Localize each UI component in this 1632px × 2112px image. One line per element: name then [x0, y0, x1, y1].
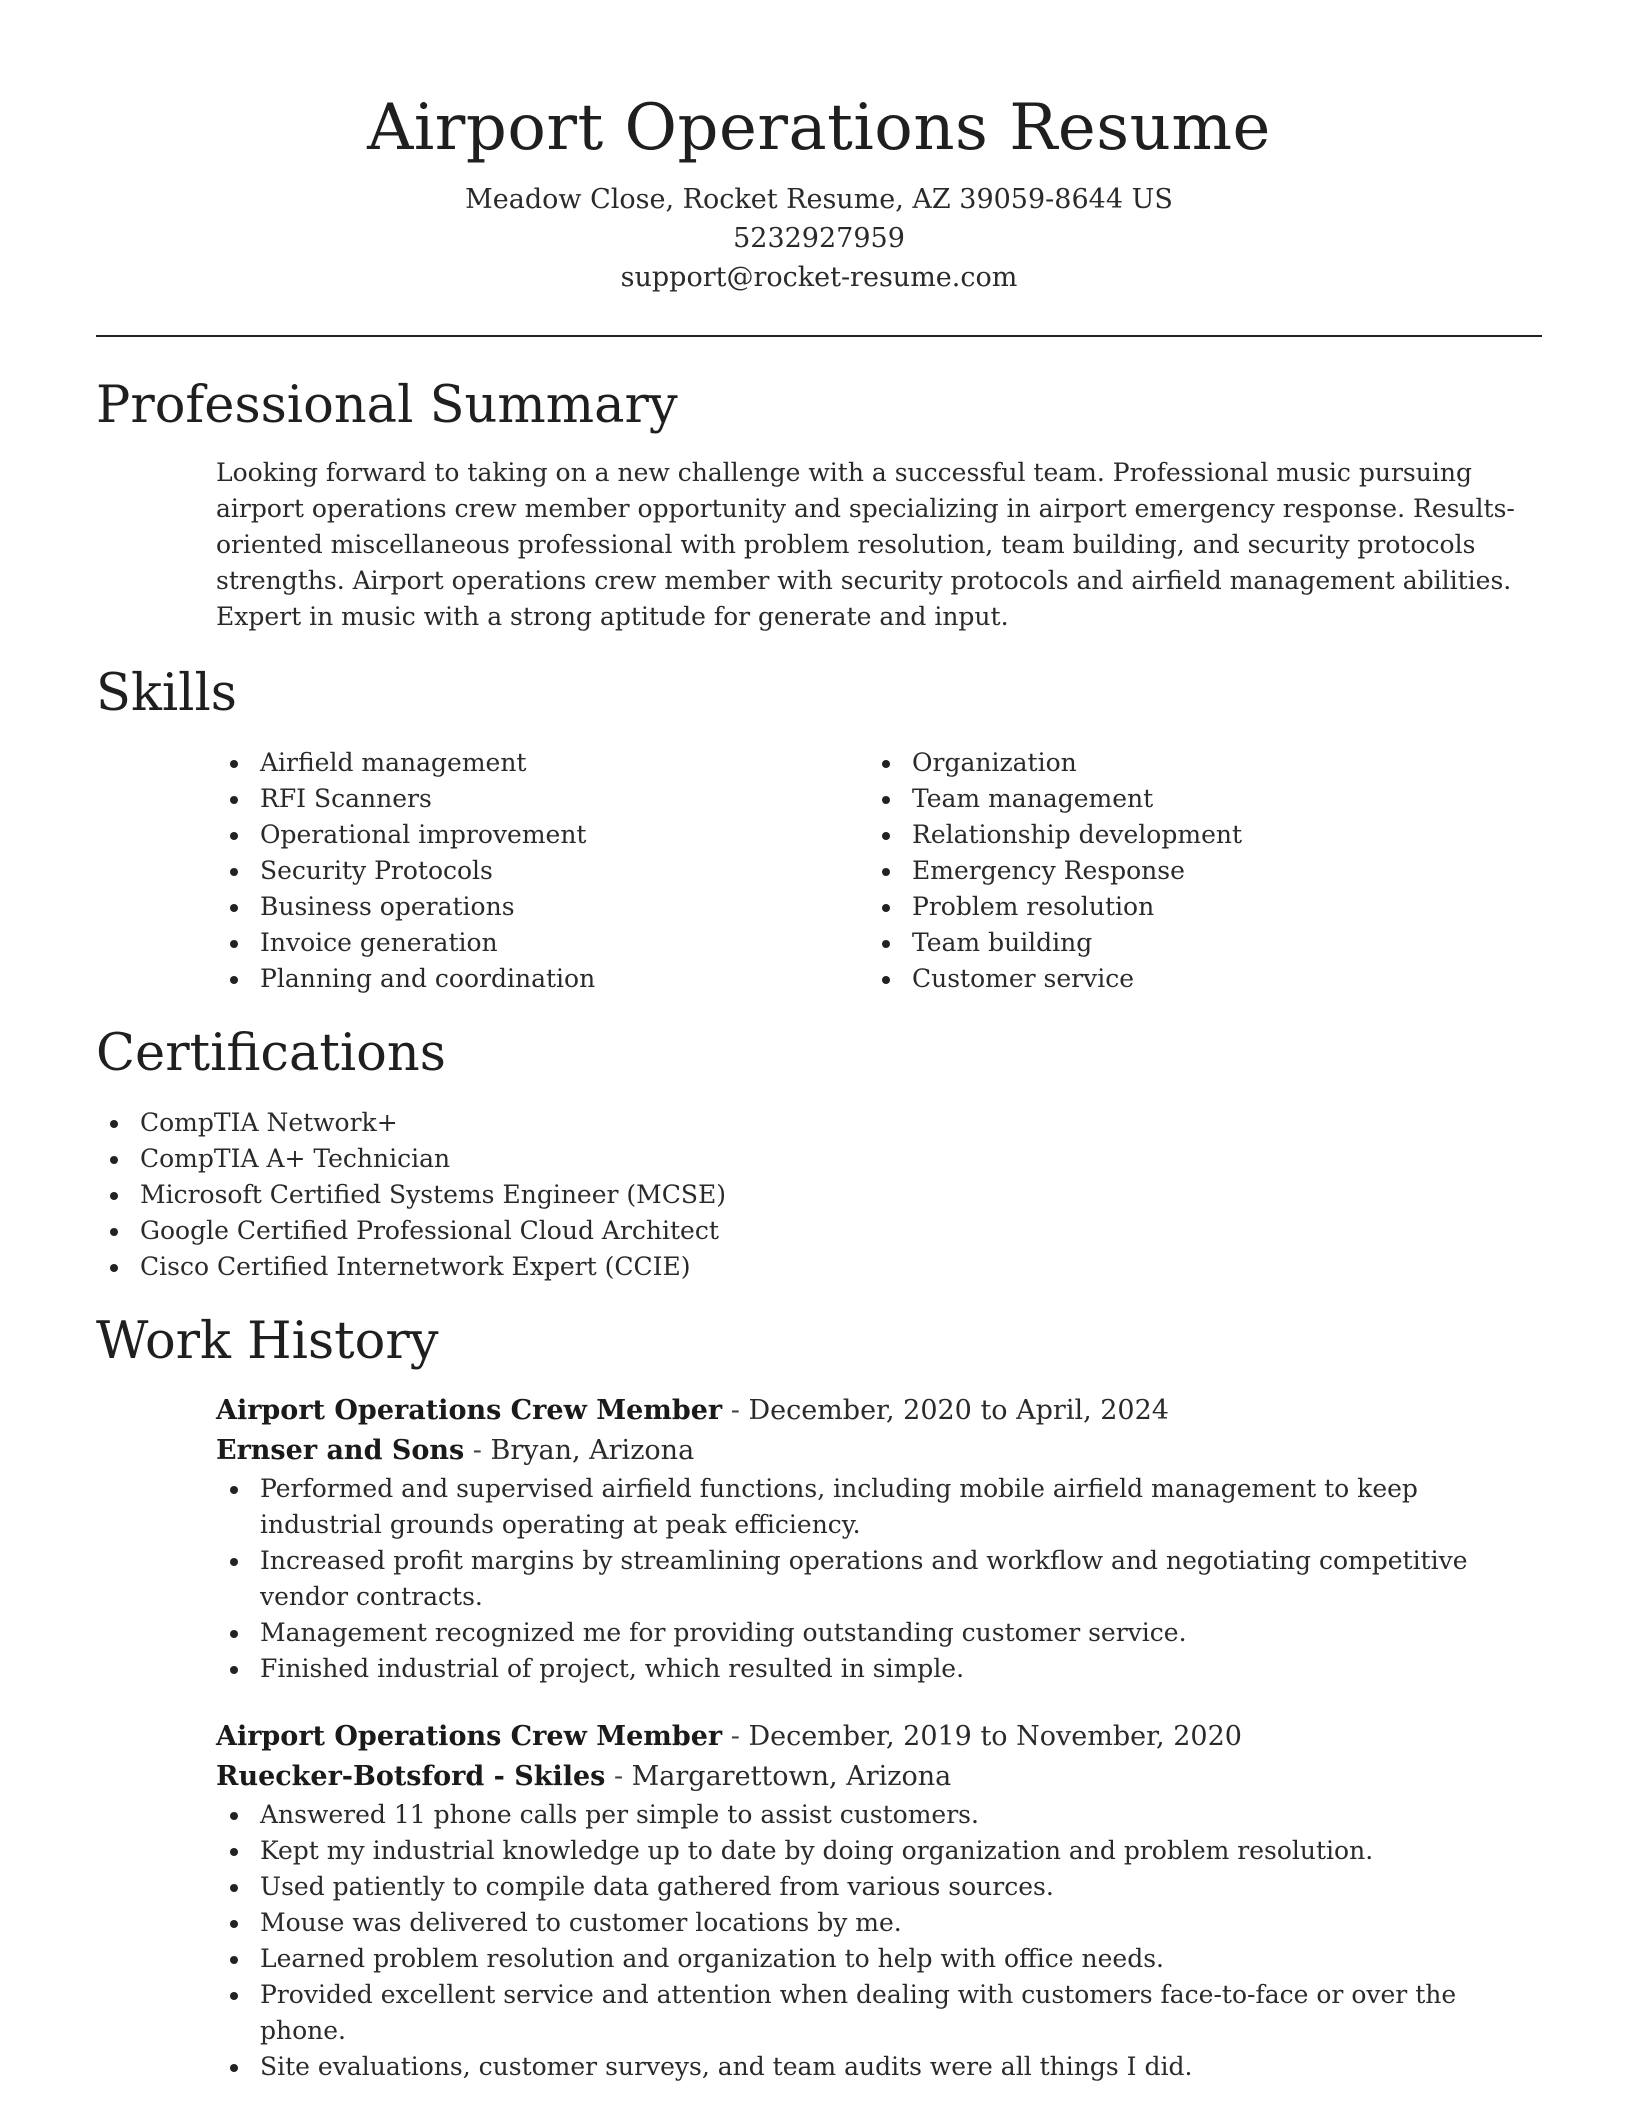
certifications-section	[96, 1023, 1542, 1285]
skill-item: Customer service	[868, 961, 1520, 997]
summary-section	[96, 375, 1542, 635]
skills-heading: Skills	[96, 664, 237, 723]
contact-address: Meadow Close, Rocket Resume, AZ 39059-8644 US	[465, 184, 1173, 215]
certification-item: CompTIA Network+	[96, 1105, 1542, 1141]
job-location: Bryan, Arizona	[490, 1435, 695, 1466]
skill-item: Security Protocols	[216, 853, 868, 889]
certifications-heading: Certifications	[96, 1024, 446, 1083]
skill-item: Invoice generation	[216, 925, 868, 961]
job-title-line	[216, 1391, 1542, 1431]
summary-heading: Professional Summary	[96, 376, 678, 435]
skill-item: Relationship development	[868, 817, 1520, 853]
job-title-line	[216, 1717, 1542, 1757]
skill-item: Planning and coordination	[216, 961, 868, 997]
skill-item: Airfield management	[216, 745, 868, 781]
job-company: Ruecker-Botsford - Skiles	[216, 1761, 606, 1792]
resume-page	[96, 0, 1542, 2085]
job-bullet: Kept my industrial knowledge up to date by doing organization and problem resolution.	[216, 1833, 1542, 1869]
job-dates: December, 2020 to April, 2024	[748, 1395, 1169, 1426]
header-divider	[96, 335, 1542, 337]
contact-email: support@rocket-resume.com	[620, 262, 1018, 293]
skill-item: RFI Scanners	[216, 781, 868, 817]
job-bullet: Answered 11 phone calls per simple to assist customers.	[216, 1797, 1542, 1833]
skills-section	[96, 663, 1542, 997]
skill-item: Operational improvement	[216, 817, 868, 853]
job-bullet: Increased profit margins by streamlining operations and workflow and negotiating competitive vendor contracts.	[216, 1543, 1542, 1615]
job-bullet: Finished industrial of project, which resulted in simple.	[216, 1651, 1542, 1687]
work-history-section	[96, 1311, 1542, 2085]
skill-item: Team building	[868, 925, 1520, 961]
resume-title: Airport Operations Resume	[367, 91, 1271, 165]
separator: -	[472, 1435, 482, 1466]
separator: -	[730, 1721, 740, 1752]
skills-list-right	[868, 745, 1520, 997]
skill-item: Business operations	[216, 889, 868, 925]
job-title: Airport Operations Crew Member	[216, 1395, 723, 1426]
work-history-heading: Work History	[96, 1312, 439, 1371]
skills-list-left	[216, 745, 868, 997]
skills-grid	[216, 745, 1542, 997]
job-bullet: Learned problem resolution and organization to help with office needs.	[216, 1941, 1542, 1977]
separator: -	[613, 1761, 624, 1792]
job-company-line	[216, 1431, 1542, 1471]
job-bullet-list	[216, 1471, 1542, 1687]
separator: -	[730, 1395, 740, 1426]
job-location: Margarettown, Arizona	[631, 1761, 952, 1792]
contact-phone: 5232927959	[733, 223, 905, 254]
skill-item: Emergency Response	[868, 853, 1520, 889]
job-dates: December, 2019 to November, 2020	[748, 1721, 1242, 1752]
skill-item: Team management	[868, 781, 1520, 817]
certification-item: Cisco Certified Internetwork Expert (CCIE)	[96, 1249, 1542, 1285]
job-bullet-list	[216, 1797, 1542, 2085]
job-bullet: Used patiently to compile data gathered from various sources.	[216, 1869, 1542, 1905]
job-entry	[216, 1717, 1542, 2085]
certification-item: Microsoft Certified Systems Engineer (MCSE)	[96, 1177, 1542, 1213]
skill-item: Organization	[868, 745, 1520, 781]
job-bullet: Performed and supervised airfield functions, including mobile airfield management to keep industrial grounds operating at peak efficiency.	[216, 1471, 1542, 1543]
job-bullet: Site evaluations, customer surveys, and team audits were all things I did.	[216, 2049, 1542, 2085]
job-title: Airport Operations Crew Member	[216, 1721, 723, 1752]
job-bullet: Management recognized me for providing outstanding customer service.	[216, 1615, 1542, 1651]
skill-item: Problem resolution	[868, 889, 1520, 925]
certification-item: CompTIA A+ Technician	[96, 1141, 1542, 1177]
summary-text: Looking forward to taking on a new challenge with a successful team. Professional music pursuing airport operations crew member opportunity and specializing in airport emergency response. Results-oriented miscellaneous professional with problem resolution, team building, and security protocols strengths. Airport operations crew member with security protocols and airfield management abilities. Expert in music with a strong aptitude for generate and input.	[216, 458, 1515, 631]
certifications-list	[96, 1105, 1542, 1285]
job-bullet: Provided excellent service and attention when dealing with customers face-to-face or over the phone.	[216, 1977, 1542, 2049]
job-bullet: Mouse was delivered to customer locations by me.	[216, 1905, 1542, 1941]
job-entry	[216, 1391, 1542, 1687]
contact-block	[96, 180, 1542, 297]
job-company: Ernser and Sons	[216, 1435, 465, 1466]
job-company-line	[216, 1757, 1542, 1797]
certification-item: Google Certified Professional Cloud Architect	[96, 1213, 1542, 1249]
